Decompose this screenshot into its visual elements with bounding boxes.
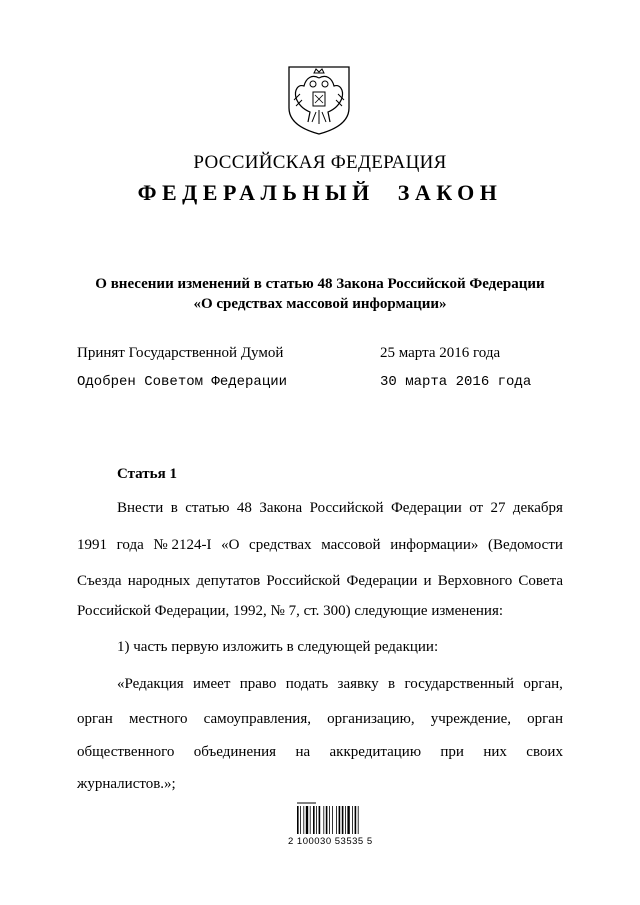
- word: декабря: [512, 500, 563, 516]
- word: Внести: [117, 500, 164, 516]
- word: в: [170, 500, 178, 516]
- word: Федерации: [346, 573, 418, 589]
- country-name: РОССИЙСКАЯ ФЕДЕРАЦИЯ: [193, 152, 447, 173]
- law-type-heading: ФЕДЕРАЛЬНЫЙ ЗАКОН: [137, 180, 503, 205]
- word: Российской: [266, 573, 341, 589]
- word: Российской: [309, 500, 384, 516]
- word: орган,: [523, 676, 563, 692]
- duma-adoption-label: Принят Государственной Думой: [77, 345, 284, 361]
- word: массовой: [321, 537, 381, 553]
- word: народных: [127, 573, 191, 589]
- word: аккредитацию: [329, 744, 422, 760]
- item-1-text: 1) часть первую изложить в следующей редакции:: [117, 639, 439, 655]
- word: года: [116, 537, 144, 553]
- word: статью: [185, 500, 230, 516]
- word: 27: [490, 500, 506, 516]
- word: право: [239, 676, 277, 692]
- word: № 2124-I: [153, 537, 212, 553]
- word: Съезда: [77, 573, 122, 589]
- word: общественного: [77, 744, 175, 760]
- article-intro-line-2: [77, 537, 563, 554]
- article-intro-line-4: Российской Федерации, 1992, № 7, ст. 300) следующие изменения:: [77, 603, 504, 619]
- word: заявку: [337, 676, 379, 692]
- word: самоуправления,: [203, 711, 311, 727]
- word: и: [423, 573, 432, 589]
- article-intro-line-1: [117, 500, 563, 517]
- council-approval-date: 30 марта 2016 года: [380, 374, 532, 390]
- word: 1991: [77, 537, 107, 553]
- word: объединения: [193, 744, 277, 760]
- duma-adoption-date: 25 марта 2016 года: [380, 345, 501, 361]
- word: на: [295, 744, 311, 760]
- quote-line-1: [117, 676, 563, 693]
- word: от: [469, 500, 484, 516]
- law-title-line-1: О внесении изменений в статью 48 Закона Российской Федерации: [95, 276, 545, 292]
- word: них: [483, 744, 507, 760]
- quote-line-2: [77, 711, 563, 728]
- word: учреждение,: [430, 711, 512, 727]
- quote-line-3: [77, 744, 563, 761]
- word: «О: [221, 537, 240, 553]
- word: своих: [526, 744, 563, 760]
- word: Закона: [259, 500, 303, 516]
- quote-line-4: журналистов.»;: [77, 776, 176, 792]
- word: имеет: [193, 676, 231, 692]
- word: местного: [128, 711, 188, 727]
- word: орган: [77, 711, 113, 727]
- article-intro-line-3: [77, 573, 563, 590]
- barcode-icon: [296, 800, 362, 834]
- word: (Ведомости: [488, 537, 563, 553]
- word: «Редакция: [117, 676, 184, 692]
- barcode-number: 2 100030 53535 5: [288, 836, 373, 847]
- word: Федерации: [390, 500, 462, 516]
- article-heading: Статья 1: [117, 466, 177, 482]
- word: Совета: [518, 573, 563, 589]
- word: средствах: [249, 537, 312, 553]
- council-approval-label: Одобрен Советом Федерации: [77, 374, 288, 390]
- word: государственный: [404, 676, 514, 692]
- word: депутатов: [196, 573, 261, 589]
- word: в: [388, 676, 396, 692]
- word: информации»: [390, 537, 479, 553]
- word: при: [440, 744, 464, 760]
- law-title-line-2: «О средствах массовой информации»: [193, 296, 447, 312]
- word: Верховного: [437, 573, 513, 589]
- word: 48: [236, 500, 252, 516]
- state-emblem-icon: [286, 64, 352, 136]
- word: подать: [285, 676, 329, 692]
- word: организацию,: [327, 711, 415, 727]
- word: орган: [527, 711, 563, 727]
